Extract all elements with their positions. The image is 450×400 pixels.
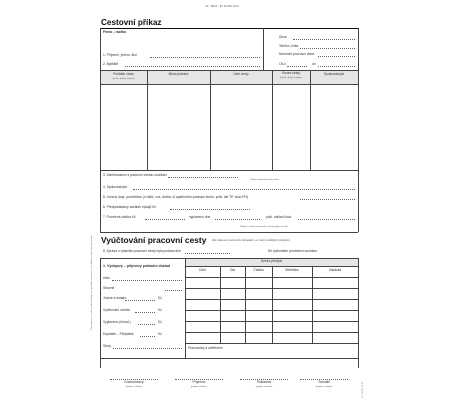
field-personal-no-label: Os.č. [279,62,287,66]
row-balance-label: Doplatek – Přeplatek [103,332,134,336]
line-8: 8. Zpráva o výsledku pracovní cesty byla podána dne [103,249,181,253]
field-dn-line[interactable] [318,66,355,67]
row-balance-field[interactable] [140,336,155,337]
field-address-line[interactable] [125,66,260,67]
field-workhours-line[interactable] [318,56,355,57]
line-8-field[interactable] [185,253,230,254]
field-personal-no-line[interactable] [287,66,307,67]
row-words-label: Slovy [103,344,112,348]
row-number-label: číslo [103,276,110,280]
field-name-line[interactable] [150,57,260,58]
row-meal-label: Stravné [103,286,115,290]
sig-recipient: Příjemce [192,380,206,384]
row-balance-kc: Kč [158,332,162,336]
row-travel-label: Jízdné a ostatní [103,296,127,300]
acc-col-center: Středisko [285,268,299,272]
line-6: 6. Předpokládaný začátek výdajů Kč [103,205,157,209]
col-end-sub: (místo, datum, hodina) [280,76,302,79]
row-paid-label: Vyplaceno (úhrad.) [103,320,131,324]
col-purpose-header: Účel cesty [233,72,249,76]
row-total-field[interactable] [135,312,155,313]
row-travel-field[interactable] [125,300,155,301]
acc-col-credit: Dal [230,268,235,272]
field-address-label: 2. Bydliště [103,62,119,66]
row-paid-field[interactable] [138,324,155,325]
line-5: 5. Určený dopr. prostředek (u řidiči, voz, dráhá, či opatřeného platným techn. průk. dle TP, druh PH) [103,195,249,199]
line-5-field[interactable] [300,199,355,200]
acc-col-amount: Částka [253,268,264,272]
line-3-field[interactable] [168,177,238,178]
line-4: 4. Spolucestující [103,185,128,189]
line-7-paid: vyplaceno dne [189,215,211,219]
line-7-receipt: pokl. doklad číslo [266,215,292,219]
field-unit-label: Útvar [279,35,287,39]
col-end-header: Konec cesty [282,70,300,75]
field-phone-label: Telefon, linka [279,44,299,48]
line-7-paid-field[interactable] [215,219,260,220]
line-7: 7. Povolená záloha Kč [103,215,136,219]
line-7-field[interactable] [145,219,185,220]
section-1-title: 1. Výdajový – příjmový pokladní doklad [103,264,171,268]
field-workhours-label: Normální pracovní doba [279,52,315,56]
side-note: Potvrzujeme, že výše uvedené údaje jsou pravdivé a správné a že zjištěné rozdíly byly vyrovnány. [91,235,93,330]
form-code: CZ · SEVT · ET 10 006 10 10 [205,5,239,8]
row-total-label: Vyúčtování vzniklo [103,308,131,312]
row-words-field[interactable] [113,348,182,349]
field-dn-label: dn [312,62,316,66]
col-fellow-header: Spolucestující [323,72,345,76]
acc-col-order: Zakázka [328,268,342,272]
row-travel-kc: Kč [158,296,162,300]
approval-note: Podpis a razítko pracovníka, který výdaje schválil [240,226,288,228]
row-total-kc: Kč [158,308,162,312]
sig-checked-sub: (podpis a datum) [125,386,143,388]
row-paid-kc: Kč [158,320,162,324]
sig-cashier: Pokladník [256,380,272,384]
field-name-label: 1. Příjmení, jméno, titul [103,53,137,57]
row-meal-field[interactable] [165,290,182,291]
line-4-field[interactable] [133,189,355,190]
line-7-receipt-field[interactable] [298,219,355,220]
sig-approved-sub: (podpis a datum) [315,386,333,388]
acc-col-account: Účet [199,268,206,272]
right-code: ET 10 006 10 10 [362,381,364,398]
col-place-header: Místo jednání [168,72,189,76]
settlement-title: Vyúčtování pracovní cesty [101,235,207,245]
approver-label: Pracovníky a ověřeném [188,346,223,350]
form-title: Cestovní příkaz [101,18,162,27]
company-label: Firma – razítko [103,30,127,34]
sig-approved: Schválil [318,380,330,384]
sig-checked: Kontrolovaný [124,380,144,384]
settlement-subtitle: (dle zákona o cestovních náhradách, ve znění pozdějších předpisů) [212,239,290,242]
line-8-agree: Se způsobem provedení souhlasí [268,249,317,253]
sig-recipient-sub: (podpis a datum) [190,386,208,388]
line-6-field[interactable] [170,209,250,210]
col-start-sub: (místo, datum, hodina) [112,78,135,80]
accounting-header: Účetní předpis [260,259,283,263]
field-phone-line[interactable] [300,48,355,49]
sig-cashier-sub: (podpis a datum) [255,386,273,388]
field-unit-line[interactable] [293,39,355,40]
signature-note: Podpis ověřeného pracovníka [250,179,279,181]
col-start-header: Počátek cesty [113,72,134,76]
row-number-field[interactable] [112,280,182,281]
line-3: 3. Zaměstnanec s pracovní cestou souhlasí [103,173,167,177]
